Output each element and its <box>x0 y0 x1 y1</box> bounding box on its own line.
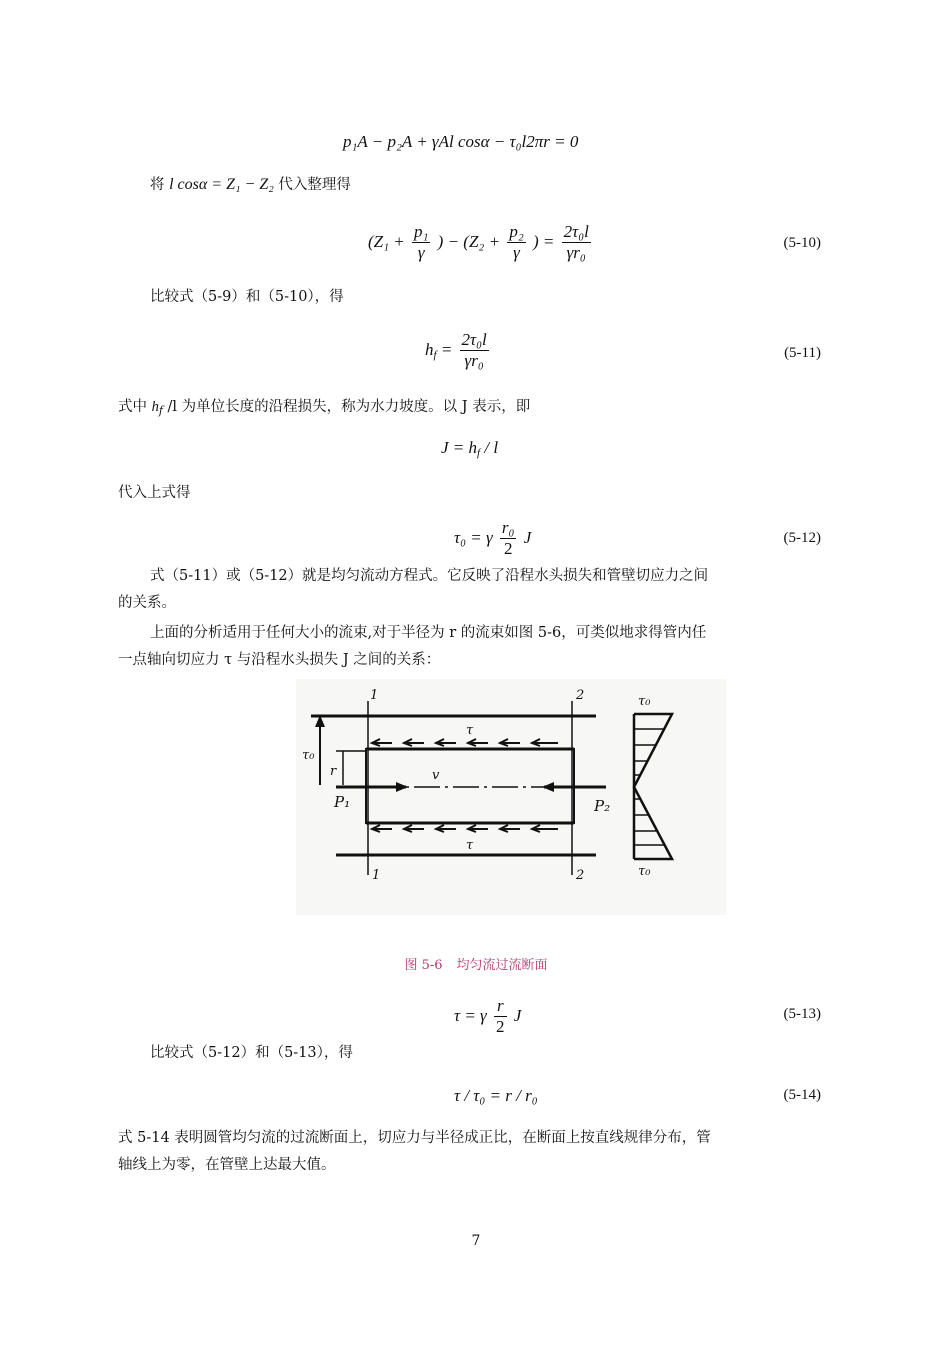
eq-5-10-frac-2: $\frac{\text{p₂}}{\gamma}$ <box>509 222 524 263</box>
label-tau-top: τ <box>466 723 474 738</box>
equation-5-14: τ / τ₀ = r / r₀ <box>454 1086 538 1105</box>
label-tau0-top: τ₀ <box>638 694 651 709</box>
text-compare-1: 比较式（5-9）和（5-10），得 <box>150 289 344 305</box>
equation-number-5-10: (5-10) <box>783 235 821 251</box>
equation-5-10 <box>368 222 594 264</box>
equation-5-13: τ = γ $\frac{r}{2}$ J <box>454 996 522 1037</box>
text-dairu: 代入上式得 <box>118 485 191 501</box>
equation-J: $J = h_f / l$ <box>441 438 499 459</box>
figure-caption <box>0 954 952 973</box>
text-daiuzhengli: 代入整理得 <box>278 177 351 193</box>
label-tau0-dim: τ₀ <box>302 748 315 763</box>
eq-5-11-h: h <box>425 339 434 359</box>
eq-5-10-frac-3: $\frac{\text{2τ₀l}}{\text{γr₀}}$ <box>563 222 589 263</box>
equation-5-11 <box>425 330 492 372</box>
label-tau0-bottom: τ₀ <box>638 864 651 879</box>
equation-force-balance: p₁A − p₂A + γAl cosα − τ₀l2πr = 0 <box>343 132 579 151</box>
equation-number-5-14: (5-14) <box>783 1087 821 1103</box>
eq-5-11-sub: f <box>433 348 437 361</box>
text-para3-line1: 式 5-14 表明圆管均匀流的过流断面上，切应力与半径成正比，在断面上按直线规律分布，管 <box>118 1130 711 1146</box>
text-para3-line2: 轴线上为零，在管壁上达最大值。 <box>118 1157 336 1173</box>
figure-caption-number: 图 5-6 <box>404 958 443 973</box>
label-p2: P₂ <box>594 797 611 815</box>
eq-5-11-equals: = <box>440 339 453 359</box>
equation-number-5-12: (5-12) <box>783 530 821 546</box>
page-number: 7 <box>471 1233 481 1249</box>
figure-5-6-diagram <box>296 679 726 915</box>
label-section-1-bottom: 1 <box>372 868 381 883</box>
text-para2-line1: 上面的分析适用于任何大小的流束,对于半径为 r 的流束如图 5-6，可类似地求得管内任 <box>150 625 707 641</box>
label-section-1-top: 1 <box>370 688 379 703</box>
label-velocity: v <box>432 768 440 783</box>
eq-5-10-part-b: ) − (Z₂ + <box>437 231 501 251</box>
text-shizhong: 式中 $h_f$ /l 为单位长度的沿程损失，称为水力坡度。以 J 表示，即 <box>118 399 531 417</box>
label-section-2-bottom: 2 <box>576 868 585 883</box>
text-substitution <box>150 172 351 199</box>
label-section-2-top: 2 <box>576 688 585 703</box>
text-compare-2: 比较式（5-12）和（5-13），得 <box>150 1045 353 1061</box>
text-para1-line1: 式（5-11）或（5-12）就是均匀流动方程式。它反映了沿程水头损失和管壁切应力之间 <box>150 568 709 584</box>
equation-substitution: l cosα = Z₁ − Z₂ <box>169 176 274 193</box>
label-tau-bottom: τ <box>466 838 474 853</box>
label-r-dim: r <box>330 764 337 779</box>
eq-5-12-frac: $\frac{\text{r₀}}{2}$ <box>501 518 515 559</box>
label-p1: P₁ <box>334 793 351 811</box>
eq-5-10-frac-1: $\frac{\text{p₁}}{\gamma}$ <box>414 222 429 263</box>
eq-5-10-part-a: (Z₁ + <box>368 231 405 251</box>
eq-5-11-frac: $\frac{\text{2τ₀l}}{\text{γr₀}}$ <box>461 330 487 371</box>
eq-5-10-equals: ) = <box>532 231 555 251</box>
equation-number-5-13: (5-13) <box>783 1006 821 1022</box>
equation-5-12: τ₀ = γ $\frac{\text{r₀}}{2}$ J <box>454 518 532 559</box>
text-para1-line2: 的关系。 <box>118 595 176 611</box>
text-para2-line2: 一点轴向切应力 τ 与沿程水头损失 J 之间的关系： <box>118 652 441 668</box>
eq-5-13-frac: $\frac{r}{2}$ <box>496 996 505 1037</box>
figure-caption-title: 均匀流过流断面 <box>456 958 548 973</box>
text-jiang: 将 <box>150 177 165 193</box>
equation-number-5-11: (5-11) <box>784 345 821 361</box>
